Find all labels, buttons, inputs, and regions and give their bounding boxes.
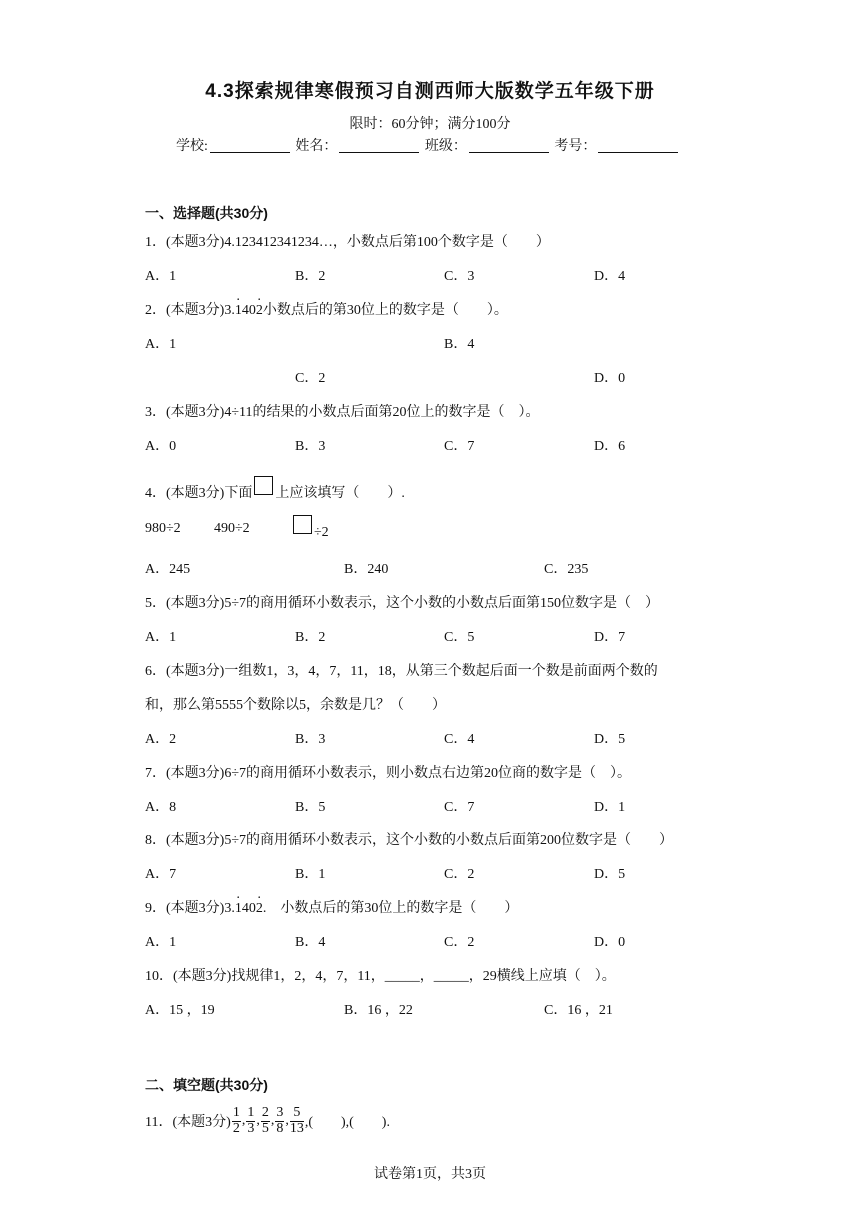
q5-option-a[interactable]: A．1 (145, 630, 177, 645)
q3-option-a[interactable]: A．0 (145, 439, 177, 454)
q4-option-c[interactable]: C．235 (544, 562, 589, 577)
fraction: $\frac{3}{8}$ (276, 1105, 284, 1136)
class-label: 班级： (424, 139, 467, 154)
q8-option-c[interactable]: C．2 (444, 867, 475, 882)
q9-option-a[interactable]: A．1 (145, 935, 177, 950)
q6-option-c[interactable]: C．4 (444, 732, 475, 747)
q8-option-d[interactable]: D．5 (594, 867, 626, 882)
q4-option-a[interactable]: A．245 (145, 562, 191, 577)
name-label: 姓名： (295, 139, 338, 154)
q1-option-b[interactable]: B．2 (295, 269, 326, 284)
question-8: 8．(本题3分)5÷7的商用循环小数表示，这个小数的小数点后面第200位数字是（ ） (145, 833, 674, 848)
q7-option-a[interactable]: A．8 (145, 800, 177, 815)
question-3: 3．(本题3分)4÷11的结果的小数点后面第20位上的数字是（ ）。 (145, 405, 540, 420)
question-4: 4．(本题3分)下面 上应该填写（ ）. (145, 476, 405, 502)
question-11: 11．(本题3分) $\frac{1}{2}$ , $\frac{1}{3}$ , $\frac{2}{5}$ , $\frac{3}{8}$ , $\frac{5}{13}$ ,( ),( ). (145, 1105, 390, 1136)
q7-option-c[interactable]: C．7 (444, 800, 475, 815)
page-footer: 试卷第1页，共3页 (374, 1167, 486, 1182)
q2-option-c[interactable]: C．2 (295, 371, 326, 386)
q1-option-d[interactable]: D．4 (594, 269, 626, 284)
question-6-line-1: 6．(本题3分)一组数1，3，4，7，11，18，从第三个数起后面一个数是前面两个数的 (145, 664, 658, 679)
q4-expr-3: ÷2 (291, 515, 329, 541)
question-10: 10．(本题3分)找规律1，2，4，7，11，_____，_____，29横线上应填（ ）。 (145, 969, 616, 984)
q4-expr-2: 490÷2 (214, 521, 250, 536)
q2-option-d[interactable]: D．0 (594, 371, 626, 386)
q3-option-b[interactable]: B．3 (295, 439, 326, 454)
student-info-line (176, 135, 680, 155)
section-heading-choice: 一、选择题(共30分) (145, 205, 268, 221)
id-blank[interactable] (598, 138, 678, 153)
q2-option-b[interactable]: B．4 (444, 337, 475, 352)
question-7: 7．(本题3分)6÷7的商用循环小数表示，则小数点右边第20位商的数字是（ ）。 (145, 766, 632, 781)
name-blank[interactable] (339, 138, 419, 153)
time-limit: 限时：60分钟；满分100分 (349, 117, 511, 132)
fraction: $\frac{1}{3}$ (247, 1105, 255, 1136)
q2-option-a[interactable]: A．1 (145, 337, 177, 352)
empty-square-box (254, 476, 273, 495)
q10-option-b[interactable]: B．16 ，22 (344, 1003, 413, 1018)
repeat-digit-end: · 2 (256, 901, 263, 916)
repeat-digit-end: · 2 (256, 303, 263, 318)
q10-option-c[interactable]: C．16 ，21 (544, 1003, 613, 1018)
empty-square-box (293, 515, 312, 534)
question-9: 9．(本题3分)3.· 140· 2. 小数点后的第30位上的数字是（ ） (145, 897, 518, 917)
q5-option-c[interactable]: C．5 (444, 630, 475, 645)
repeat-digit-start: · 1 (235, 901, 242, 916)
q6-option-d[interactable]: D．5 (594, 732, 626, 747)
question-1: 1．(本题3分)4.123412341234…，小数点后第100个数字是（ ） (145, 235, 550, 250)
question-2: 2．(本题3分)3.· 140· 2小数点后的第30位上的数字是（ ）。 (145, 299, 508, 319)
repeat-digit-start: · 1 (235, 303, 242, 318)
q8-option-a[interactable]: A．7 (145, 867, 177, 882)
page-title: 4.3探索规律寒假预习自测西师大版数学五年级下册 (205, 81, 655, 102)
q9-option-c[interactable]: C．2 (444, 935, 475, 950)
q4-expr-1: 980÷2 (145, 521, 181, 536)
q7-option-b[interactable]: B．5 (295, 800, 326, 815)
question-6-line-2: 和，那么第5555个数除以5，余数是几？（ ） (145, 698, 446, 713)
q4-option-b[interactable]: B．240 (344, 562, 389, 577)
fraction: $\frac{5}{13}$ (289, 1105, 304, 1136)
school-label: 学校: (176, 139, 208, 154)
q10-option-a[interactable]: A．15 ，19 (145, 1003, 215, 1018)
q3-option-d[interactable]: D．6 (594, 439, 626, 454)
q9-option-b[interactable]: B．4 (295, 935, 326, 950)
fraction: $\frac{2}{5}$ (261, 1105, 269, 1136)
q6-option-b[interactable]: B．3 (295, 732, 326, 747)
q6-option-a[interactable]: A．2 (145, 732, 177, 747)
q9-option-d[interactable]: D．0 (594, 935, 626, 950)
q7-option-d[interactable]: D．1 (594, 800, 626, 815)
q5-option-b[interactable]: B．2 (295, 630, 326, 645)
school-blank[interactable] (210, 138, 290, 153)
q8-option-b[interactable]: B．1 (295, 867, 326, 882)
question-5: 5．(本题3分)5÷7的商用循环小数表示，这个小数的小数点后面第150位数字是（ ） (145, 596, 660, 611)
q3-option-c[interactable]: C．7 (444, 439, 475, 454)
section-heading-fill-in: 二、填空题(共30分) (145, 1077, 268, 1093)
fraction: $\frac{1}{2}$ (232, 1105, 240, 1136)
q1-option-a[interactable]: A．1 (145, 269, 177, 284)
id-label: 考号： (554, 139, 597, 154)
q1-option-c[interactable]: C．3 (444, 269, 475, 284)
q5-option-d[interactable]: D．7 (594, 630, 626, 645)
class-blank[interactable] (469, 138, 549, 153)
